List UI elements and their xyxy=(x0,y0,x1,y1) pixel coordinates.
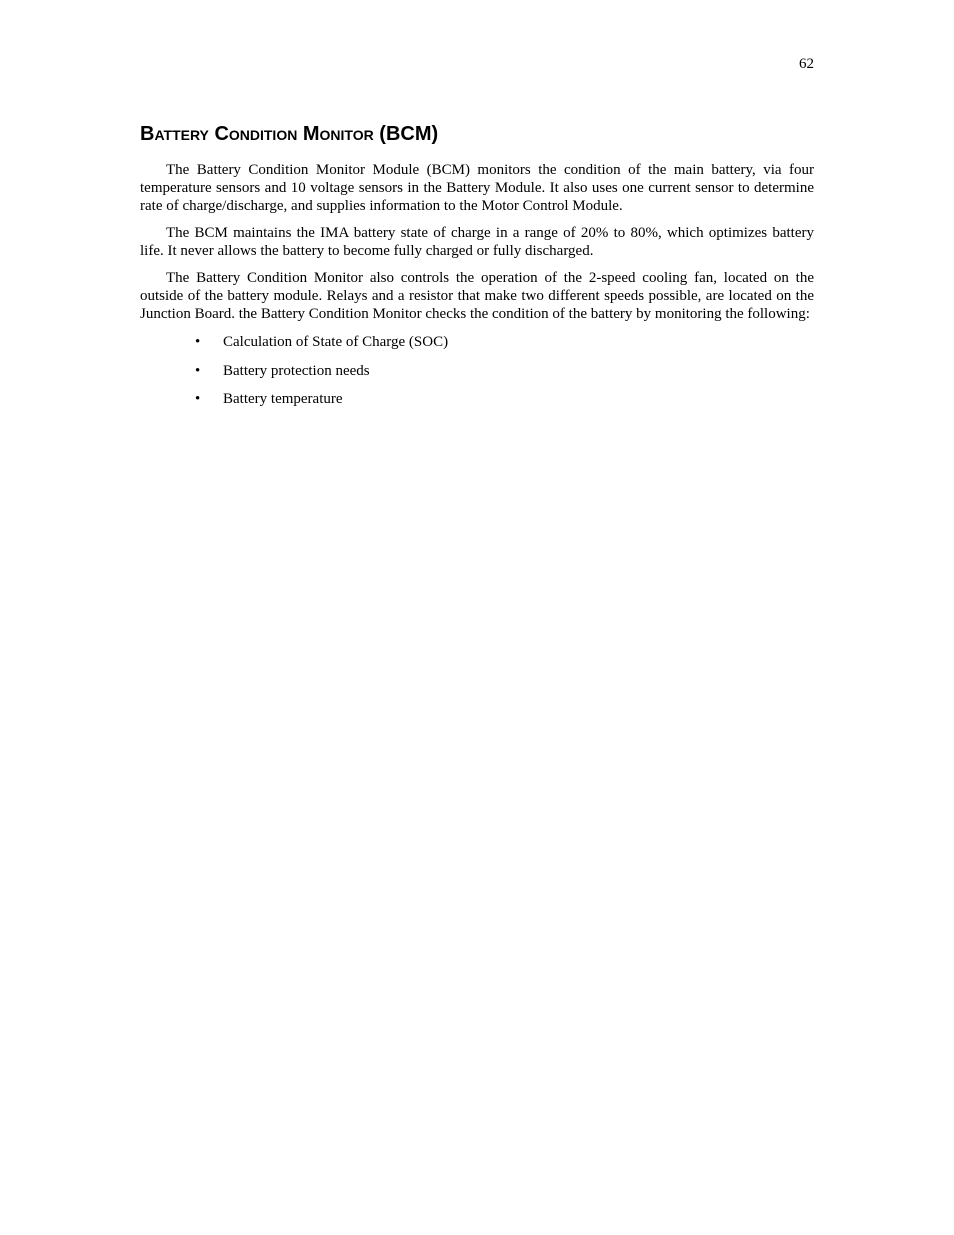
list-item-text: Battery protection needs xyxy=(223,362,370,379)
bullet-icon: • xyxy=(195,334,201,350)
monitoring-list xyxy=(140,333,814,408)
list-item xyxy=(140,333,814,351)
paragraph-state-of-charge: The BCM maintains the IMA battery state of charge in a range of 20% to 80%, which optimizes battery life. It never allows the battery to become fully charged or fully discharged. xyxy=(140,225,814,259)
list-item-text: Battery temperature xyxy=(223,391,343,407)
paragraph-cooling-fan: The Battery Condition Monitor also controls the operation of the 2-speed cooling fan, located on the outside of the battery module. Relays and a resistor that make two different speeds possible, are located on the Junction Board. the Battery Condition Monitor checks the condition of the battery by monitoring the following: xyxy=(140,270,814,322)
list-item xyxy=(140,362,814,380)
bullet-icon: • xyxy=(195,391,201,407)
list-item xyxy=(140,390,814,408)
section-content xyxy=(140,121,814,419)
list-item-text: Calculation of State of Charge (SOC) xyxy=(223,334,449,350)
page-number: 62 xyxy=(799,56,814,72)
section-heading: Battery Condition Monitor (BCM) xyxy=(140,123,439,145)
bullet-icon: • xyxy=(195,362,201,379)
paragraph-bcm-overview: The Battery Condition Monitor Module (BCM) monitors the condition of the main battery, via four temperature sensors and 10 voltage sensors in the Battery Module. It also uses one current sensor to determine rate of charge/discharge, and supplies information to the Motor Control Module. xyxy=(140,162,814,214)
